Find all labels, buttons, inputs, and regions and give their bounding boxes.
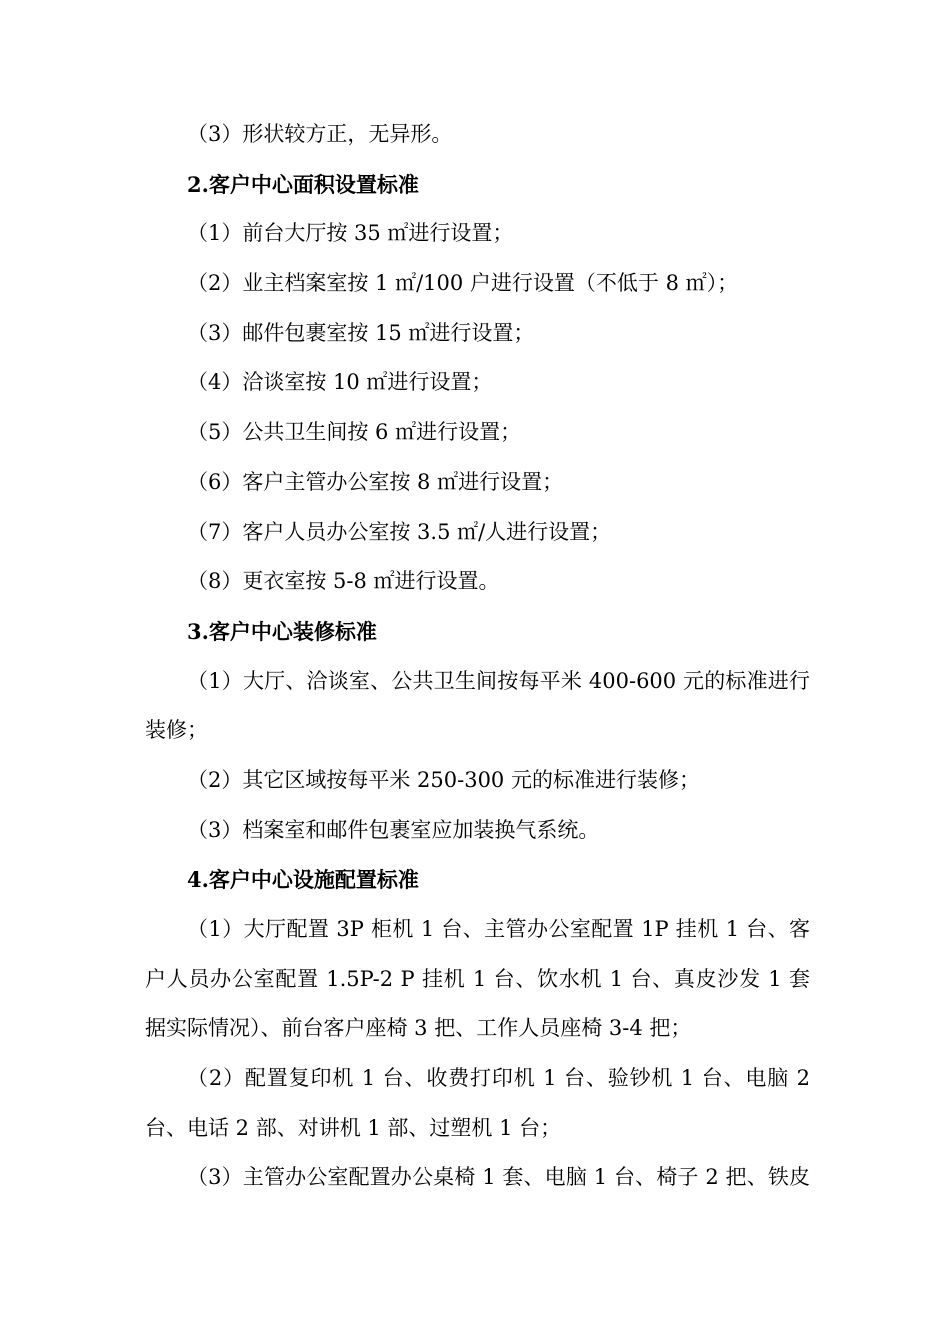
list-item: （5）公共卫生间按 6 ㎡进行设置； <box>187 420 522 445</box>
list-item-continuation: 台、电话 2 部、对讲机 1 部、过塑机 1 台； <box>145 1115 562 1140</box>
list-item: （3）档案室和邮件包裹室应加装换气系统。 <box>187 817 600 842</box>
list-item-continuation: 据实际情况）、前台客户座椅 3 把、工作人员座椅 3-4 把； <box>145 1016 692 1041</box>
list-item: （3）形状较方正，无异形。 <box>187 122 453 146</box>
list-item: （8）更衣室按 5-8 ㎡进行设置。 <box>187 569 500 594</box>
list-item: （3）主管办公室配置办公桌椅 1 套、电脑 1 台、椅子 2 把、铁皮 <box>187 1165 810 1190</box>
list-item: （6）客户主管办公室按 8 ㎡进行设置； <box>187 469 564 494</box>
list-item-continuation: 户人员办公室配置 1.5P-2 P 挂机 1 台、饮水机 1 台、真皮沙发 1 套 <box>145 966 810 991</box>
list-item: （2）其它区域按每平米 250-300 元的标准进行装修； <box>187 767 700 792</box>
list-item: （1）大厅、洽谈室、公共卫生间按每平米 400-600 元的标准进行 <box>187 668 810 693</box>
document-body <box>145 110 810 1203</box>
list-item: （4）洽谈室按 10 ㎡进行设置； <box>187 370 493 395</box>
list-item: （2）配置复印机 1 台、收费打印机 1 台、验钞机 1 台、电脑 2 <box>187 1066 810 1091</box>
list-item: （1）前台大厅按 35 ㎡进行设置； <box>187 221 514 246</box>
section-heading: 4.客户中心设施配置标准 <box>187 867 419 893</box>
list-item-continuation: 装修； <box>145 718 208 743</box>
list-item: （7）客户人员办公室按 3.5 ㎡/人进行设置； <box>187 519 612 544</box>
list-item: （2）业主档案室按 1 ㎡/100 户进行设置（不低于 8 ㎡）； <box>187 271 739 296</box>
section-heading: 3.客户中心装修标准 <box>187 618 377 644</box>
list-item: （3）邮件包裹室按 15 ㎡进行设置； <box>187 320 535 345</box>
list-item: （1）大厅配置 3P 柜机 1 台、主管办公室配置 1P 挂机 1 台、客 <box>187 917 810 941</box>
section-heading: 2.客户中心面积设置标准 <box>187 171 419 197</box>
